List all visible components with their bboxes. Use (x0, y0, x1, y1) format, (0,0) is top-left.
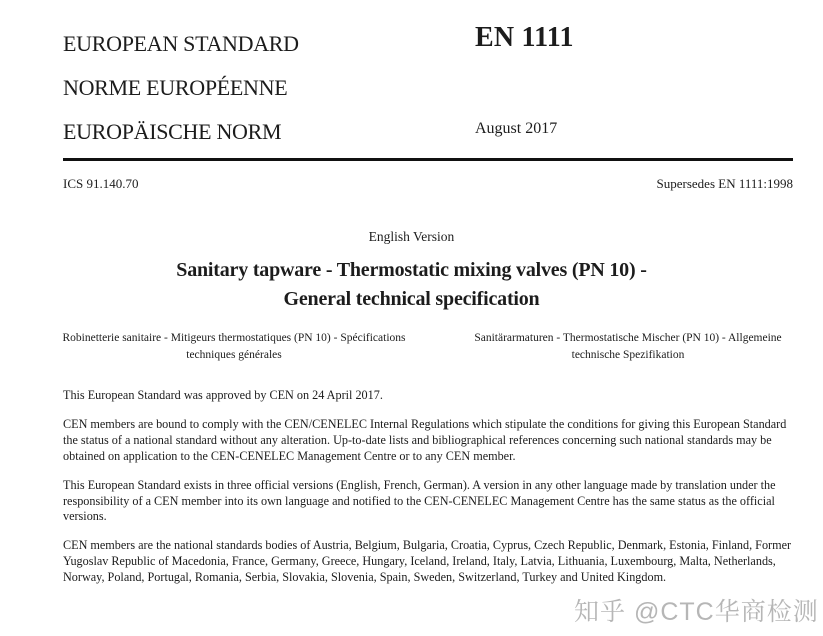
header-divider (63, 158, 793, 161)
body-text (63, 388, 794, 599)
subtitle-french: Robinetterie sanitaire - Mitigeurs thermostatiques (PN 10) - Spécifications techniques générales (62, 332, 406, 361)
supersedes-note: Supersedes EN 1111:1998 (656, 176, 793, 191)
standard-name-block (63, 22, 299, 154)
publication-date: August 2017 (475, 120, 558, 137)
watermark: 知乎 @CTC华商检测 (574, 598, 819, 626)
standard-name-german: EUROPÄISCHE NORM (63, 119, 282, 144)
ics-code: ICS 91.140.70 (63, 176, 139, 191)
paragraph-members: CEN members are the national standards bodies of Austria, Belgium, Bulgaria, Croatia, Cyprus, Czech Republic, Denmark, Estonia, Finland, Former Yugoslav Republic of Macedonia, France, Germany, Greece, Hungary, Iceland, Ireland, Italy, Latvia, Lithuania, Luxembourg, Malta, Netherlands, Norway, Poland, Portugal, Romania, Serbia, Slovakia, Slovenia, Spain, Sweden, Switzerland, Turkey and United Kingdom. (63, 538, 792, 585)
meta-row (63, 176, 793, 192)
document-title-line2: General technical specification (283, 288, 540, 310)
standard-name-french: NORME EUROPÉENNE (63, 75, 288, 100)
subtitle-german: Sanitärarmaturen - Thermostatische Mischer (PN 10) - Allgemeine technische Spezifikation (474, 332, 782, 361)
version-label: English Version (368, 229, 455, 244)
paragraph-versions: This European Standard exists in three official versions (English, French, German). A version in any other language made by translation under the responsibility of a CEN member into its own language and notified to the CEN-CENELEC Management Centre has the same status as the official versions. (63, 477, 776, 524)
standard-number: EN 1111 (475, 22, 574, 53)
paragraph-approval: This European Standard was approved by CEN on 24 April 2017. (63, 388, 383, 402)
document-title (0, 256, 823, 314)
standard-name-english: EUROPEAN STANDARD (63, 31, 299, 56)
document-title-line1: Sanitary tapware - Thermostatic mixing valves (PN 10) - (176, 259, 647, 281)
paragraph-regulations: CEN members are bound to comply with the CEN/CENELEC Internal Regulations which stipulate the conditions for giving this European Standard the status of a national standard without any alteration. Up-to-date lists and bibliographical references concerning such national standards may be obtained on application to the CEN-CENELEC Management Centre or to any CEN member. (63, 416, 787, 463)
